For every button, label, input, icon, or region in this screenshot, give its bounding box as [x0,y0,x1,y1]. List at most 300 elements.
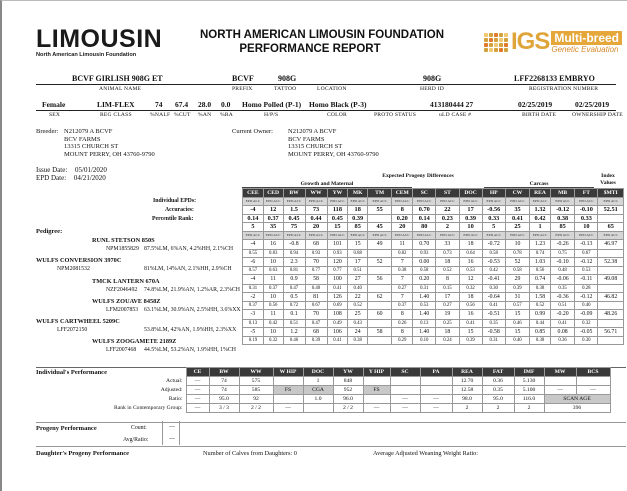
percentile-value: 85 [348,223,368,232]
pedigree-acc-value: 0.51 [550,302,574,310]
color-label: COLOR [327,112,347,118]
performance-cell: 5.100 [514,386,544,395]
pedigree-epd-value: 1.40 [413,292,436,302]
individual-epd-value: 73 [305,206,327,215]
epd-col-header: MK [348,189,368,198]
performance-cell: FS [363,386,390,395]
pedigree-acc-value: 0.58 [482,249,505,257]
performance-row-label: Adjusted: [38,386,186,395]
nalf-label: %NALF [150,112,171,118]
pedigree-acc-value [598,319,624,327]
performance-cell [390,386,420,395]
pedigree-epd-value: -0.36 [550,292,574,302]
epd-acc-subheader: EPD ACC [459,231,482,240]
owner-line: BCV FARMS [288,135,325,143]
pedigree-acc-value: 0.24 [436,337,459,345]
pedigree-acc-value: 0.38 [348,337,368,345]
growth-maternal-title: Growth and Maternal [242,181,412,188]
pedigree-epd-value: 15 [505,327,529,337]
epd-acc-subheader: EPD ACC [550,231,574,240]
accuracy-value: 0.42 [530,214,551,223]
individual-epd-value: 1.5 [283,206,305,215]
percentile-value: 85 [550,223,574,232]
owner-line: N212079 A BCVF [288,128,337,135]
epd-acc-subheader: EPD ACC [283,197,305,206]
igs-genetic-evaluation: Genetic Evaluation [551,44,619,54]
pedigree-acc-value: 0.41 [459,319,482,327]
pedigree-acc-value [368,267,392,275]
epd-acc-subheader: EPD ACC [575,231,598,240]
pedigree-acc-value [368,337,392,345]
individual-epd-value: -0.56 [482,206,505,215]
accuracy-value: 0.41 [505,214,529,223]
pedigree-epd-value: 18 [436,327,459,337]
pedigree-acc-value: 0.26 [392,319,413,327]
breeder-line: 13315 CHURCH ST [64,143,119,150]
performance-cell [363,395,390,404]
performance-cell [420,386,452,395]
accuracy-value: 0.37 [263,214,283,223]
performance-row-label: Ratio: [38,395,186,404]
animal-ra-percent: 0.0 [221,100,231,109]
pedigree-epd-value: 62 [368,292,392,302]
pedigree-acc-value: 0.56 [263,302,283,310]
performance-cell: 585 [239,386,273,395]
performance-cell: — [273,404,303,413]
pedigree-acc-value: 0.53 [459,267,482,275]
limousin-logo: LIMOUSIN [36,25,163,53]
proto-status-label: PROTO STATUS [374,112,417,118]
epd-acc-subheader: EPD ACC [482,197,505,206]
pedigree-composition: 63.1%LM, 30.9%AN, 2.5%HH, 3.6%XX [144,307,241,313]
performance-cell [273,377,303,386]
performance-col-header: DOC [303,368,333,377]
pedigree-acc-value: 0.30 [575,337,598,345]
pedigree-epd-value: 12 [459,275,482,285]
progeny-ratio-label: Avg/Ratio: [123,437,149,443]
performance-row-label: Rank in Contemporary Group: [38,404,186,413]
performance-cell: 12.70 [452,377,482,386]
performance-cell: FS [273,386,303,395]
pedigree-acc-value: 0.31 [243,284,264,292]
percentile-value: 80 [413,223,436,232]
performance-cell: — [544,386,576,395]
performance-cell: — [576,386,610,395]
epd-acc-subheader: EPD ACC [263,231,283,240]
pedigree-acc-value: 0.31 [413,284,436,292]
performance-cell [420,377,452,386]
performance-cell: — [363,404,390,413]
pedigree-epd-value: 18 [459,292,482,302]
pedigree-acc-value: 0.10 [413,337,436,345]
pedigree-epd-value: -0.05 [575,327,598,337]
performance-cell: 95.0 [482,395,514,404]
pedigree-acc-value: 0.47 [283,284,305,292]
pedigree-acc-value: 0.27 [436,302,459,310]
pedigree-acc-value: 0.77 [327,267,348,275]
pedigree-epd-value: -6 [243,257,264,267]
performance-col-header: SC [390,368,420,377]
pedigree-acc-value: 0.46 [283,337,305,345]
pedigree-acc-value: 0.78 [505,249,529,257]
pedigree-acc-value: 0.32 [263,337,283,345]
pedigree-acc-value: 0.36 [550,337,574,345]
pedigree-epd-value: -2 [243,292,264,302]
pedigree-acc-value: 0.37 [243,302,264,310]
pedigree-epd-value: 15 [348,240,368,250]
pedigree-epd-value: 16 [263,240,283,250]
pedigree-epd-value: 70 [305,257,327,267]
pedigree-acc-value: 0.88 [348,249,368,257]
pedigree-epd-value: 46.82 [598,292,624,302]
pedigree-acc-value: 0.81 [283,267,305,275]
performance-col-header: FAT [482,368,514,377]
pedigree-epd-value: 17 [436,292,459,302]
location-label: LOCATION [317,86,347,92]
pedigree-animal-name: RUNL STETSON 850S [92,237,155,244]
current-owner-label: Current Owner: [232,128,273,135]
pedigree-epd-value: 17 [348,257,368,267]
pedigree-acc-value: 0.57 [505,302,529,310]
percentile-value: 1 [530,223,551,232]
animal-an-percent: 28.0 [198,100,212,109]
pedigree-animal-name: WULFS ZOOGAMETE 2189Z [92,338,177,345]
pedigree-acc-value: 0.41 [327,284,348,292]
pedigree-epd-value: 60 [368,310,392,320]
performance-cell: — [186,386,209,395]
performance-row-label: Actual: [38,377,186,386]
pedigree-acc-value: 0.77 [305,267,327,275]
animal-nalf-percent: 74 [155,100,163,109]
epd-date-value: 04/21/2020 [73,174,106,182]
epd-acc-subheader: EPD ACC [459,197,482,206]
pedigree-epd-value: 1.58 [530,292,551,302]
pedigree-epd-value: 1.40 [413,310,436,320]
performance-cell: 0.36 [482,377,514,386]
pedigree-epd-value: 15 [459,327,482,337]
accuracy-value: 0.33 [575,214,598,223]
individual-epd-value: 17 [459,206,482,215]
pedigree-epd-value: 29 [505,275,529,285]
pedigree-epd-value: 0.08 [550,327,574,337]
report-title-line2: PERFORMANCE REPORT [239,43,381,55]
percentile-value: 35 [263,223,283,232]
percentile-value: 20 [392,223,413,232]
pedigree-epd-value: 70 [305,310,327,320]
epd-col-header: HP [482,189,505,198]
pedigree-acc-value: 0.32 [575,319,598,327]
pedigree-acc-value: 0.67 [575,249,598,257]
pedigree-epd-value: 1.03 [530,257,551,267]
pedigree-acc-value: 0.74 [530,249,551,257]
pedigree-acc-value: 0.49 [327,319,348,327]
performance-cell: 1.0 [303,395,333,404]
pedigree-acc-value: 0.15 [436,284,459,292]
pedigree-epd-value: 126 [327,292,348,302]
igs-dots-icon [484,33,508,52]
performance-cell: 116.0 [514,395,544,404]
breeder-line: MOUNT PERRY, OH 43760-9790 [64,150,155,158]
pedigree-epd-value: 101 [327,240,348,250]
pedigree-epd-value: 22 [348,292,368,302]
accuracy-value: 0.20 [392,214,413,223]
animal-ownership-date: 02/25/2019 [575,100,610,109]
performance-cell: 848 [333,377,363,386]
performance-cell: 3 / 3 [209,404,239,413]
pedigree-acc-value: 0.47 [305,319,327,327]
birth-date-label: BIRTH DATE [522,112,557,118]
animal-reg-class: LIM-FLEX [97,100,135,109]
pedigree-epd-value: 8 [436,275,459,285]
pedigree-epd-value: 27 [348,275,368,285]
pedigree-acc-value [368,249,392,257]
performance-cell: 952 [333,386,363,395]
epd-acc-subheader: EPD ACC [283,231,305,240]
accuracy-value: 0.39 [459,214,482,223]
pedigree-epd-value: 10 [505,240,529,250]
animal-cut-percent: 67.4 [175,100,189,109]
pedigree-acc-value: 0.56 [459,302,482,310]
pedigree-epd-value: -0.09 [575,310,598,320]
epd-col-header: TM [368,189,392,198]
pedigree-animal-name: WULFS ZOUAVE 8458Z [92,298,161,305]
performance-col-header: CE [186,368,209,377]
pedigree-acc-value: 0.41 [327,337,348,345]
individual-epd-value: 55 [368,206,392,215]
epd-table-wrap [242,188,624,345]
performance-cell: — [420,395,452,404]
pedigree-epd-value: -0.06 [550,275,574,285]
performance-cell: 5.130 [514,377,544,386]
performance-cell: 95.0 [209,395,239,404]
limousin-logo-subtitle: North American Limousin Foundation [36,52,137,58]
pedigree-epd-value: 68 [305,240,327,250]
percentile-rank-label: Percentile Rank: [152,216,194,222]
epd-acc-subheader: EPD ACC [243,197,264,206]
pedigree-acc-value: 0.58 [413,267,436,275]
report-title [200,28,445,56]
epd-acc-subheader: EPD ACC [327,231,348,240]
pedigree-acc-value [598,302,624,310]
pedigree-epd-value: 58 [305,275,327,285]
pedigree-reg-number: LFF2007468 [106,347,137,353]
igs-letters: IGS [511,28,550,55]
pedigree-acc-value: 0.35 [550,284,574,292]
prefix-label: PREFIX [232,86,253,92]
pedigree-acc-value: 0.35 [482,319,505,327]
performance-table [38,367,611,413]
epd-acc-subheader: EPD ACC [368,231,392,240]
pedigree-epd-value: 19 [436,310,459,320]
animal-herd-id: 908G [423,74,442,83]
epd-acc-subheader: EPD ACC [530,197,551,206]
pedigree-epd-value: 0.85 [530,327,551,337]
herd-id-label: HERD ID [420,86,444,92]
owner-address [288,128,379,158]
performance-cell: — [186,395,209,404]
pedigree-epd-value: 10 [263,327,283,337]
pedigree-composition: 44.5%LM, 53.2%AN, 1.9%HH, 1%CH [144,347,236,353]
epd-acc-subheader: EPD ACC [598,231,624,240]
pedigree-acc-value: 0.57 [243,267,264,275]
percentile-value: 25 [505,223,529,232]
pedigree-acc-value: 0.72 [283,302,305,310]
pedigree-epd-value: 1.2 [283,327,305,337]
breeder-line: N212079 A BCVF [64,128,113,135]
pedigree-acc-value: 0.52 [436,267,459,275]
pedigree-acc-value: 0.40 [348,284,368,292]
pedigree-acc-value: 0.73 [436,249,459,257]
performance-cell [544,377,576,386]
pedigree-epd-value: -4 [243,240,264,250]
performance-cell: 396 [544,404,610,413]
performance-col-header: BW [209,368,239,377]
pedigree-epd-value: 1.23 [530,240,551,250]
pedigree-epd-value: 7 [392,275,413,285]
performance-cell: 98.0 [452,395,482,404]
performance-cell: — [390,395,420,404]
pedigree-epd-value: -5 [243,327,264,337]
breeder-label: Breeder: [36,128,59,135]
epd-col-header: WW [305,189,327,198]
percentile-value: 45 [368,223,392,232]
pedigree-composition: 74.8%LM, 21.9%AN, 1.2%AR, 2.3%CH [144,287,240,293]
animal-sex: Female [42,100,66,109]
uld-case-label: uLD CASE # [439,112,472,118]
issue-date-value: 05/01/2020 [75,166,107,174]
pedigree-epd-value: 0.9 [283,275,305,285]
individual-epd-value: 18 [348,206,368,215]
pedigree-epd-value: -0.41 [482,275,505,285]
pedigree-acc-value: 0.82 [392,249,413,257]
progeny-count-value: — [169,424,175,430]
pedigree-acc-value [368,302,392,310]
percentile-value: 15 [327,223,348,232]
performance-col-header: YW [333,368,363,377]
pedigree-animal-name: WULFS CONVERSION 3970C [36,257,122,264]
pedigree-acc-value [598,249,624,257]
pedigree-acc-value: 0.52 [348,302,368,310]
pedigree-acc-value: 0.94 [283,249,305,257]
pedigree-acc-value: 0.93 [327,249,348,257]
pedigree-acc-value: 0.13 [413,319,436,327]
percentile-value: 20 [305,223,327,232]
animal-name: BCVF GIRLISH 908G ET [72,74,163,83]
performance-cell: 2 [514,404,544,413]
performance-col-header: W HIP [273,368,303,377]
epd-acc-subheader: EPD ACC [482,231,505,240]
pedigree-acc-value: 0.39 [459,337,482,345]
pedigree-acc-value: 0.41 [550,319,574,327]
animal-uld-case: 413180444 27 [430,100,474,109]
pedigree-epd-value: 8 [392,327,413,337]
igs-logo [484,28,622,56]
pedigree-epd-value: -0.10 [550,257,574,267]
pedigree-acc-value: 0.38 [530,337,551,345]
performance-cell: SCAN AGE [544,395,610,404]
pedigree-composition: 53.8%LM, 42%AN, 1.9%HH, 2.3%XX [144,327,237,333]
pedigree-acc-value [368,319,392,327]
pedigree-epd-value: -0.13 [575,240,598,250]
pedigree-acc-value: 0.42 [482,267,505,275]
animal-color: Homo Black (P-3) [309,100,367,109]
pedigree-epd-value: 46.97 [598,240,624,250]
hps-label: H/P/S [264,112,279,118]
performance-col-header: BCS [576,368,610,377]
issue-date-label: Issue Date: [36,166,68,174]
pedigree-acc-value: 0.53 [575,267,598,275]
individual-epds-label: Individual EPDs: [153,198,197,204]
pedigree-acc-value: 0.37 [263,284,283,292]
pedigree-epd-value: -0.20 [550,310,574,320]
epd-acc-subheader: EPD ACC [305,231,327,240]
pedigree-epd-value: 24 [348,327,368,337]
performance-cell: 74 [209,377,239,386]
individual-epd-value: 8 [392,206,413,215]
performance-cell: — [186,404,209,413]
performance-cell: 2 [482,404,514,413]
pedigree-epd-value: -0.12 [575,292,598,302]
pedigree-acc-value: 0.28 [575,284,598,292]
pedigree-epd-value: 120 [327,257,348,267]
an-label: %AN [198,112,212,118]
pedigree-acc-value: 0.55 [243,249,264,257]
percentile-value: 65 [598,223,624,232]
percentile-value: 5 [482,223,505,232]
pedigree-reg-number: LFM2007853 [106,307,139,313]
pedigree-epd-value: 56.71 [598,327,624,337]
pedigree-epd-value: 58 [368,327,392,337]
performance-cell: 12.58 [452,386,482,395]
epd-col-header: MB [550,189,574,198]
epd-acc-subheader: EPD ACC [436,197,459,206]
pedigree-epd-value: 108 [327,310,348,320]
epd-col-header: CED [263,189,283,198]
pedigree-epd-value: 2.3 [283,257,305,267]
performance-cell: 2 / 2 [239,404,273,413]
performance-cell [390,377,420,386]
ra-label: %RA [220,112,234,118]
epd-col-header: FT [575,189,598,198]
epd-group-title: Expected Progeny Differences [382,173,454,179]
individual-epd-value: 118 [327,206,348,215]
epd-date-label: EPD Date: [36,174,67,182]
pedigree-title: Pedigree: [36,228,63,235]
performance-cell: 575 [239,377,273,386]
pedigree-reg-number: NZF2046492 [106,287,138,293]
pedigree-epd-value: -0.72 [482,240,505,250]
pedigree-epd-value: -4 [243,275,264,285]
accuracy-value: 0.14 [243,214,264,223]
individual-epd-value: 1.32 [530,206,551,215]
pedigree-epd-value: 31 [505,292,529,302]
pedigree-epd-value: 8 [392,310,413,320]
individual-epd-value: -0.10 [575,206,598,215]
pedigree-composition: 87.5%LM, 6%AN, 4.2%HH, 2.1%CH [144,246,234,252]
pedigree-epd-value: -3 [243,310,264,320]
pedigree-epd-value: 0.00 [413,257,436,267]
epd-acc-subheader: EPD ACC [505,231,529,240]
individual-epd-value: 35 [505,206,529,215]
epd-acc-subheader: EPD ACC [530,231,551,240]
performance-cell: — [390,404,420,413]
pedigree-acc-value: 0.93 [305,249,327,257]
performance-cell: 2 [452,404,482,413]
reg-class-label: REG CLASS [100,112,132,118]
performance-col-header: PA [420,368,452,377]
pedigree-epd-value: 48.26 [598,310,624,320]
daughters-weaning-ratio: Average Adjusted Weaning Weight Ratio: [373,450,478,457]
